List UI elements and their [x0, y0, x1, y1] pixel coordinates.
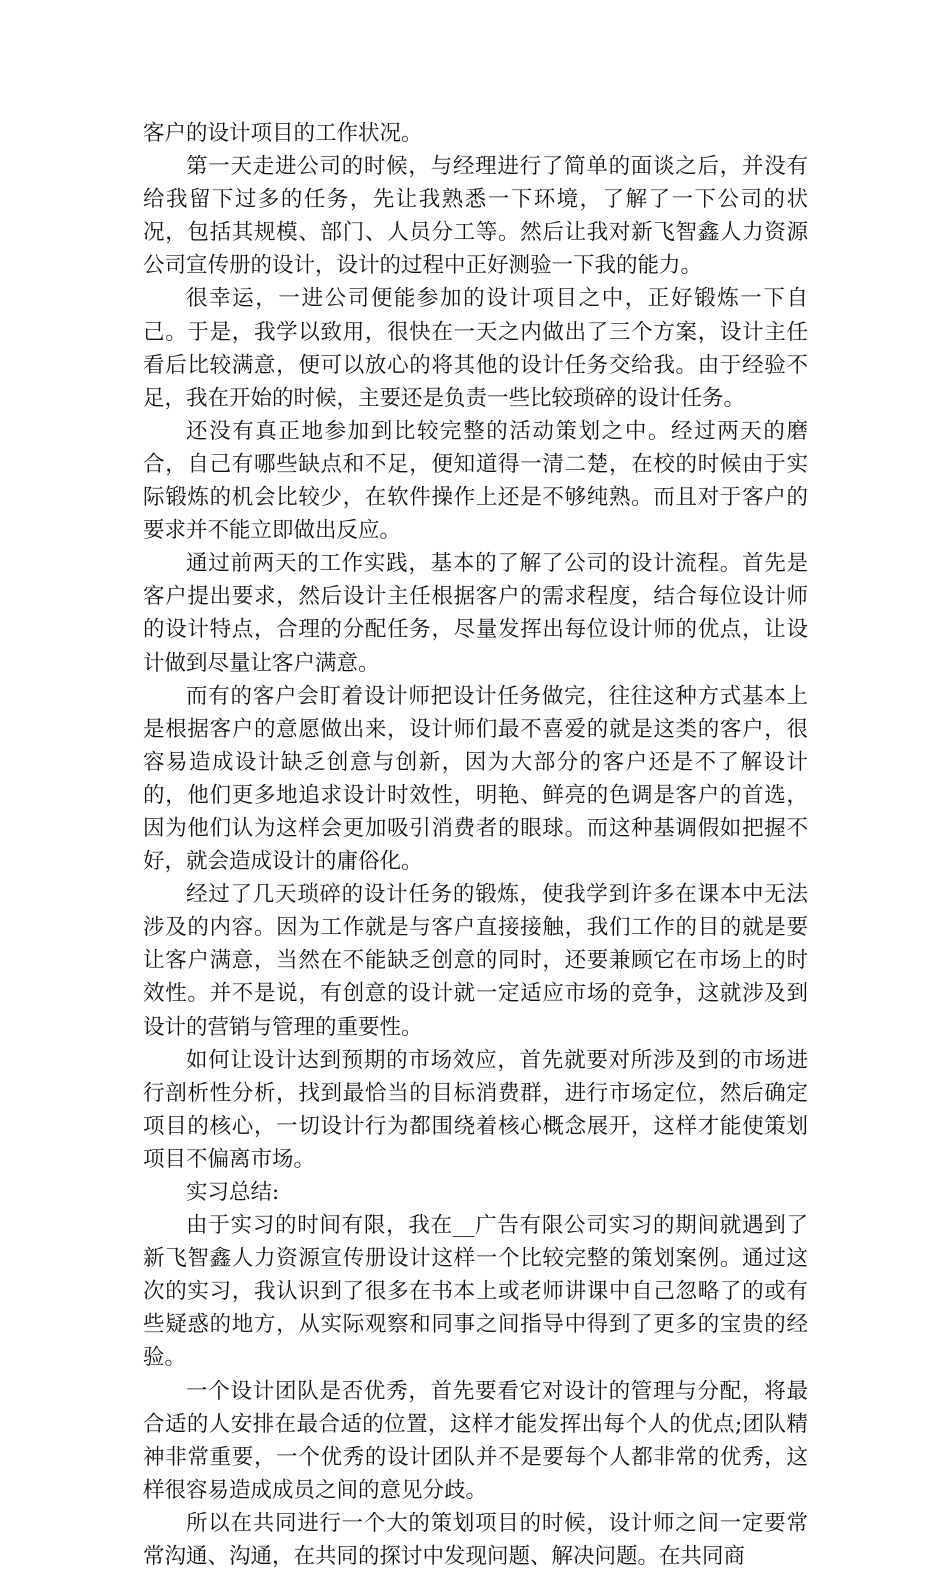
paragraph: 由于实习的时间有限，我在__广告有限公司实习的期间就遇到了新飞智鑫人力资源宣传册设计这样一个比较完整的策划案例。通过这次的实习，我认识到了很多在书本上或老师讲课中自己忽略了的或有些疑惑的地方，从实际观察和同事之间指导中得到了更多的宝贵的经验。 — [143, 1213, 808, 1371]
paragraph: 客户的设计项目的工作状况。 — [143, 121, 423, 146]
paragraph: 很幸运，一进公司便能参加的设计项目之中，正好锻炼一下自己。于是，我学以致用，很快在一天之内做出了三个方案，设计主任看后比较满意，便可以放心的将其他的设计任务交给我。由于经验不足，我在开始的时候，主要还是负责一些比较琐碎的设计任务。 — [143, 286, 808, 411]
paragraph: 第一天走进公司的时候，与经理进行了简单的面谈之后，并没有给我留下过多的任务，先让我熟悉一下环境，了解了一下公司的状况，包括其规模、部门、人员分工等。然后让我对新飞智鑫人力资源公司宣传册的设计，设计的过程中正好测验一下我的能力。 — [143, 154, 808, 279]
paragraph: 通过前两天的工作实践，基本的了解了公司的设计流程。首先是客户提出要求，然后设计主任根据客户的需求程度，结合每位设计师的设计特点，合理的分配任务，尽量发挥出每位设计师的优点，让设计做到尽量让客户满意。 — [143, 551, 808, 676]
document-body — [143, 117, 808, 1573]
paragraph: 一个设计团队是否优秀，首先要看它对设计的管理与分配，将最合适的人安排在最合适的位置，这样才能发挥出每个人的优点;团队精神非常重要，一个优秀的设计团队并不是要每个人都非常的优秀，这样很容易造成成员之间的意见分歧。 — [143, 1378, 808, 1503]
paragraph: 还没有真正地参加到比较完整的活动策划之中。经过两天的磨合，自己有哪些缺点和不足，便知道得一清二楚，在校的时候由于实际锻炼的机会比较少，在软件操作上还是不够纯熟。而且对于客户的要求并不能立即做出反应。 — [143, 418, 808, 544]
paragraph: 而有的客户会盯着设计师把设计任务做完，往往这种方式基本上是根据客户的意愿做出来，设计师们最不喜爱的就是这类的客户，很容易造成设计缺乏创意与创新，因为大部分的客户还是不了解设计的，他们更多地追求设计时效性，明艳、鲜亮的色调是客户的首选，因为他们认为这样会更加吸引消费者的眼球。而这种基调假如把握不好，就会造成设计的庸俗化。 — [143, 683, 808, 875]
paragraph: 经过了几天琐碎的设计任务的锻炼，使我学到许多在课本中无法涉及的内容。因为工作就是与客户直接接触，我们工作的目的就是要让客户满意，当然在不能缺乏创意的同时，还要兼顾它在市场上的时效性。并不是说，有创意的设计就一定适应市场的竞争，这就涉及到设计的营销与管理的重要性。 — [143, 882, 808, 1040]
paragraph: 所以在共同进行一个大的策划项目的时候，设计师之间一定要常常沟通、沟通，在共同的探讨中发现问题、解决问题。在共同商 — [143, 1510, 808, 1570]
section-heading: 实习总结: — [186, 1180, 280, 1205]
paragraph: 如何让设计达到预期的市场效应，首先就要对所涉及到的市场进行剖析性分析，找到最恰当的目标消费群，进行市场定位，然后确定项目的核心，一切设计行为都围绕着核心概念展开，这样才能使策划项目不偏离市场。 — [143, 1047, 808, 1172]
